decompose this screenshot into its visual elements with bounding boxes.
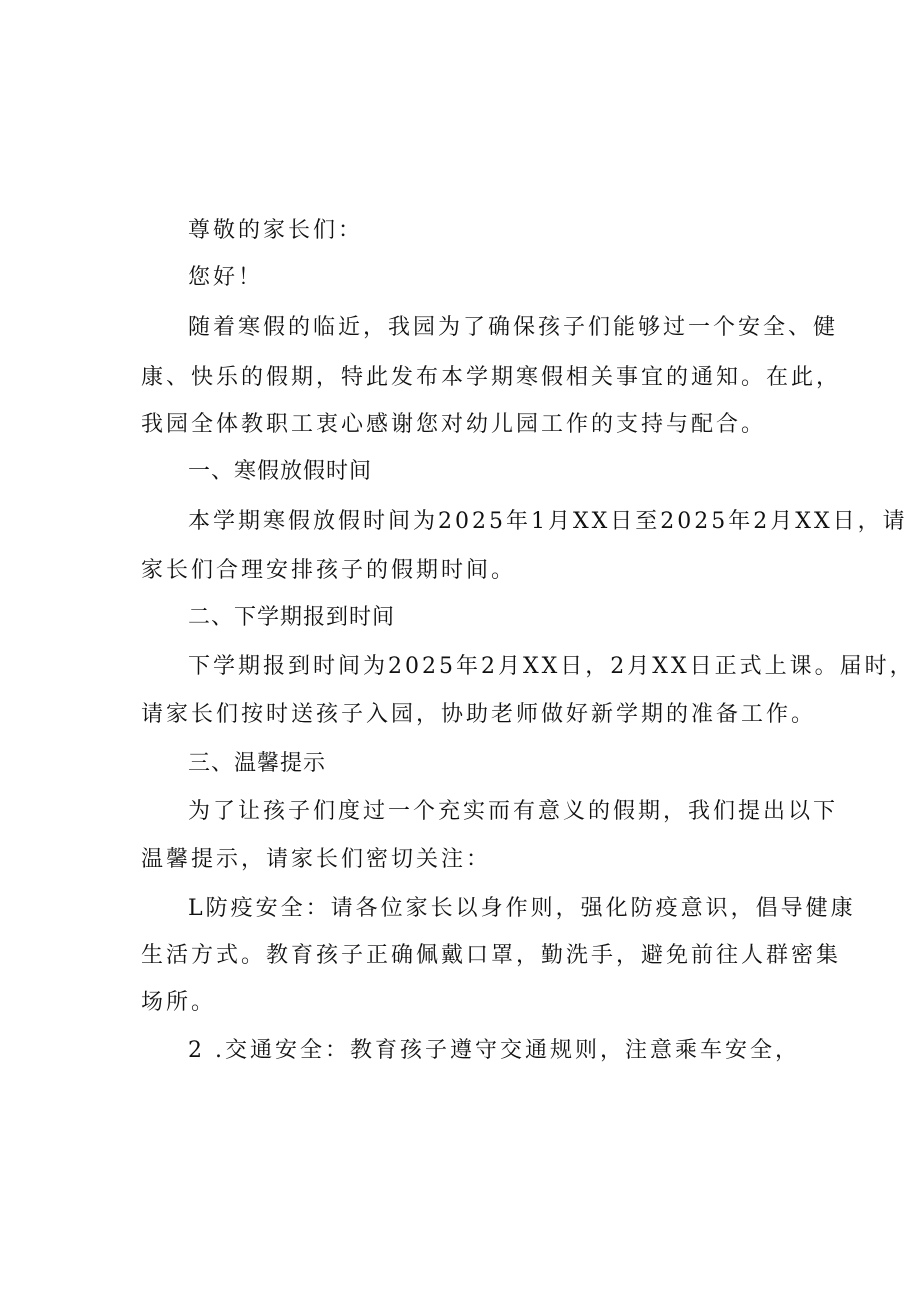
tip1-line-2: 生活方式。教育孩子正确佩戴口罩，勤洗手，避免前往人群密集 — [141, 943, 842, 968]
salutation: 尊敬的家长们： — [188, 218, 364, 243]
section2-line-1: 下学期报到时间为2025年2月XX日，2月XX日正式上课。届时， — [188, 654, 915, 679]
section1-line-2: 家长们合理安排孩子的假期时间。 — [141, 558, 517, 583]
intro-line-1: 随着寒假的临近，我园为了确保孩子们能够过一个安全、健 — [188, 315, 839, 340]
intro-line-2: 康、快乐的假期，特此发布本学期寒假相关事宜的通知。在此， — [141, 365, 842, 390]
section3-intro-line-2: 温馨提示，请家长们密切关注： — [141, 847, 492, 872]
section3-intro-line-1: 为了让孩子们度过一个充实而有意义的假期，我们提出以下 — [188, 799, 839, 824]
section1-heading: 一、寒假放假时间 — [188, 459, 373, 484]
section3-heading: 三、温馨提示 — [188, 751, 327, 776]
section2-heading: 二、下学期报到时间 — [188, 605, 396, 630]
section1-line-1: 本学期寒假放假时间为2025年1月XX日至2025年2月XX日，请 — [188, 509, 908, 534]
tip1-line-3: 场所。 — [141, 990, 217, 1015]
tip2-line-1: 2 .交通安全：教育孩子遵守交通规则，注意乘车安全， — [188, 1038, 800, 1063]
tip1-line-1: L防疫安全：请各位家长以身作则，强化防疫意识，倡导健康 — [188, 896, 856, 921]
greeting: 您好！ — [188, 265, 264, 290]
section2-line-2: 请家长们按时送孩子入园，协助老师做好新学期的准备工作。 — [141, 702, 817, 727]
intro-line-3: 我园全体教职工衷心感谢您对幼儿园工作的支持与配合。 — [141, 412, 767, 437]
